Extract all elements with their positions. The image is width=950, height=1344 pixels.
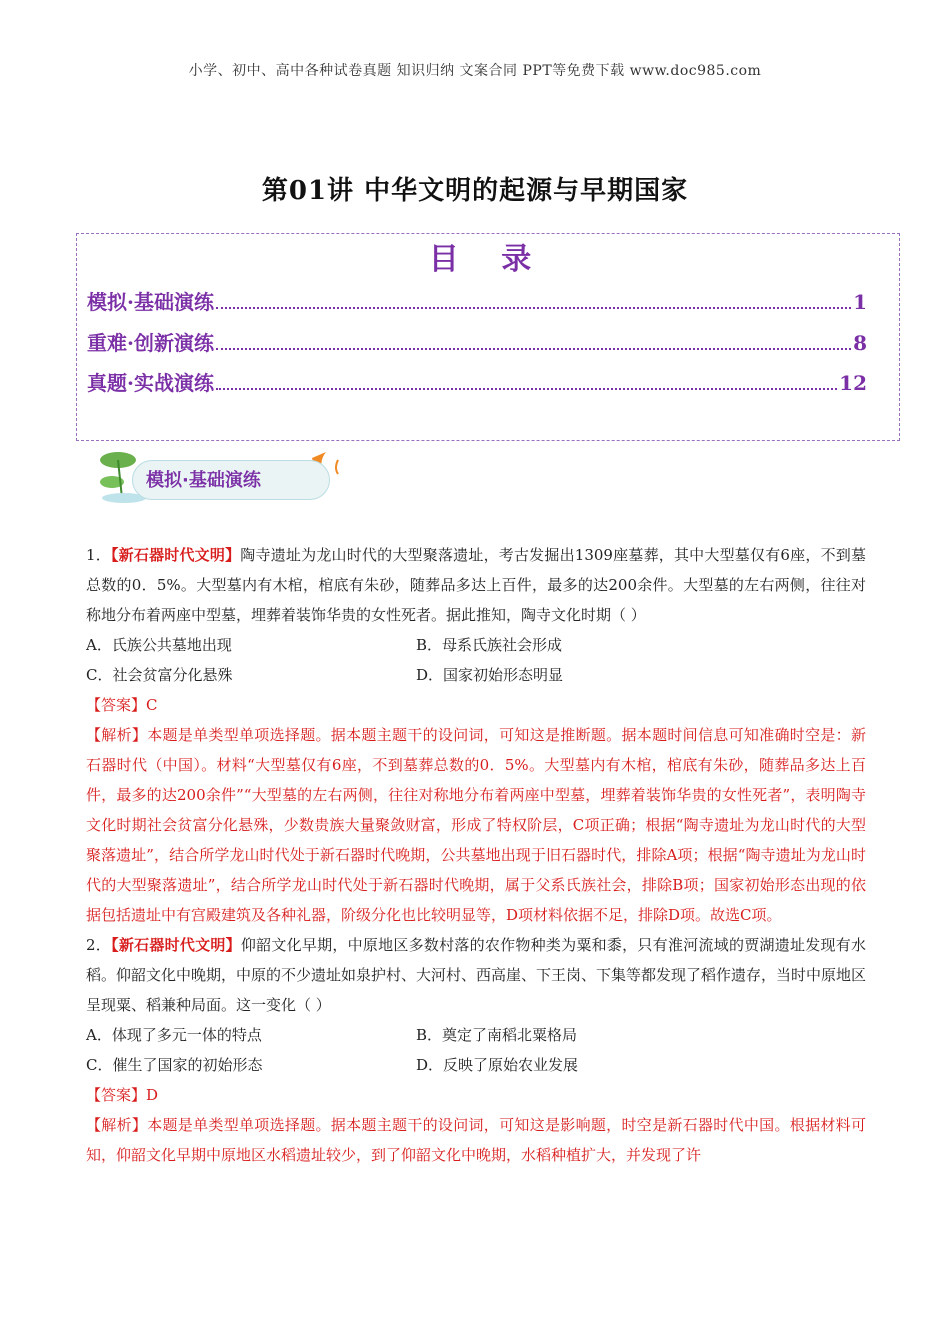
question-text: 陶寺遗址为龙山时代的大型聚落遗址，考古发掘出1309座墓葬，其中大型墓仅有6座，不到墓总数的0．5%。大型墓内有木棺，棺底有朱砂，随葬品多达上百件，最多的达200余件。大型墓的左右两侧，往往对称地分布着两座中型墓，埋葬着装饰华贵的女性死者。据此推知，陶寺文化时期（ ）: [86, 546, 866, 624]
option-c: C．催生了国家的初始形态: [86, 1056, 263, 1074]
toc-item-advanced[interactable]: [87, 327, 867, 356]
question-1-answer: [86, 690, 866, 720]
question-1-options: [86, 630, 866, 690]
option-d: D．反映了原始农业发展: [416, 1056, 579, 1074]
analysis-text: 本题是单类型单项选择题。据本题主题干的设问词，可知这是推断题。据本题时间信息可知准确时空是：新石器时代（中国）。材料“大型墓仅有6座，不到墓葬总数的0．5%。大型墓内有木棺，棺底有朱砂，随葬品多达上百件，最多的达200余件”“大型墓的左右两侧，往往对称地分布着两座中型墓，埋葬着装饰华贵的女性死者”，表明陶寺文化时期社会贫富分化悬殊，少数贵族大量聚敛财富，形成了特权阶层，C项正确；根据“陶寺遗址为龙山时代的大型聚落遗址”，结合所学龙山时代处于新石器时代晚期，公共墓地出现于旧石器时代，排除A项；根据“陶寺遗址为龙山时代的大型聚落遗址”，结合所学龙山时代处于新石器时代晚期，属于父系氏族社会，排除B项；国家初始形态出现的依据包括遗址中有宫殿建筑及各种礼器，阶级分化也比较明显等，D项材料依据不足，排除D项。故选C项。: [86, 726, 866, 924]
toc-heading: 目 录: [428, 242, 548, 277]
analysis-label: 【解析】: [86, 726, 148, 744]
question-2-analysis: [86, 1110, 866, 1170]
badge-label: 模拟·基础演练: [146, 470, 261, 491]
toc-leader-dots: [216, 348, 851, 350]
question-tag: 【新石器时代文明】: [111, 936, 241, 954]
section-badge: [96, 446, 346, 504]
questions-section: [86, 540, 866, 1170]
page-title: 第01讲 中华文明的起源与早期国家: [261, 176, 689, 206]
question-text: 仰韶文化早期，中原地区多数村落的农作物种类为粟和黍，只有淮河流域的贾湖遗址发现有水稻。仰韶文化中晚期，中原的不少遗址如泉护村、大河村、西高崖、下王岗、下集等都发现了稻作遗存，当时中原地区呈现粟、稻兼种局面。这一变化（ ）: [86, 936, 867, 1014]
option-b: B．奠定了南稻北粟格局: [416, 1026, 578, 1044]
question-number: 2．: [86, 936, 112, 954]
toc-item-label: 重难·创新演练: [87, 331, 214, 355]
question-1-stem: [86, 540, 866, 630]
toc-item-label: 真题·实战演练: [87, 371, 214, 395]
option-c: C．社会贫富分化悬殊: [86, 666, 233, 684]
answer-label: 【答案】: [86, 1086, 147, 1104]
toc-item-basic[interactable]: [87, 286, 867, 315]
question-number: 1．: [86, 546, 111, 564]
toc-leader-dots: [216, 388, 837, 390]
option-d: D．国家初始形态明显: [416, 666, 564, 684]
answer-value: D: [146, 1086, 159, 1104]
answer-label: 【答案】: [86, 696, 147, 714]
question-2-stem: [86, 930, 866, 1020]
toc-item-page: 12: [839, 371, 867, 395]
question-tag: 【新石器时代文明】: [110, 546, 241, 564]
question-2-options: [86, 1020, 866, 1080]
option-a: A．氏族公共墓地出现: [86, 636, 232, 654]
option-b: B．母系氏族社会形成: [416, 636, 563, 654]
question-2-answer: [86, 1080, 866, 1110]
question-1-analysis: [86, 720, 866, 930]
table-of-contents: [76, 233, 900, 441]
toc-leader-dots: [216, 307, 851, 309]
toc-item-label: 模拟·基础演练: [87, 290, 214, 314]
site-header: 小学、初中、高中各种试卷真题 知识归纳 文案合同 PPT等免费下载 www.doc985.com: [188, 63, 762, 79]
toc-item-page: 8: [853, 331, 867, 355]
toc-item-exam[interactable]: [87, 367, 867, 396]
option-a: A．体现了多元一体的特点: [86, 1026, 262, 1044]
toc-item-page: 1: [853, 290, 867, 314]
analysis-label: 【解析】: [86, 1116, 148, 1134]
analysis-text: 本题是单类型单项选择题。据本题主题干的设问词，可知这是影响题，时空是新石器时代中国。根据材料可知，仰韶文化早期中原地区水稻遗址较少，到了仰韶文化中晚期，水稻种植扩大，并发现了许: [86, 1116, 866, 1164]
answer-value: C: [146, 696, 158, 714]
